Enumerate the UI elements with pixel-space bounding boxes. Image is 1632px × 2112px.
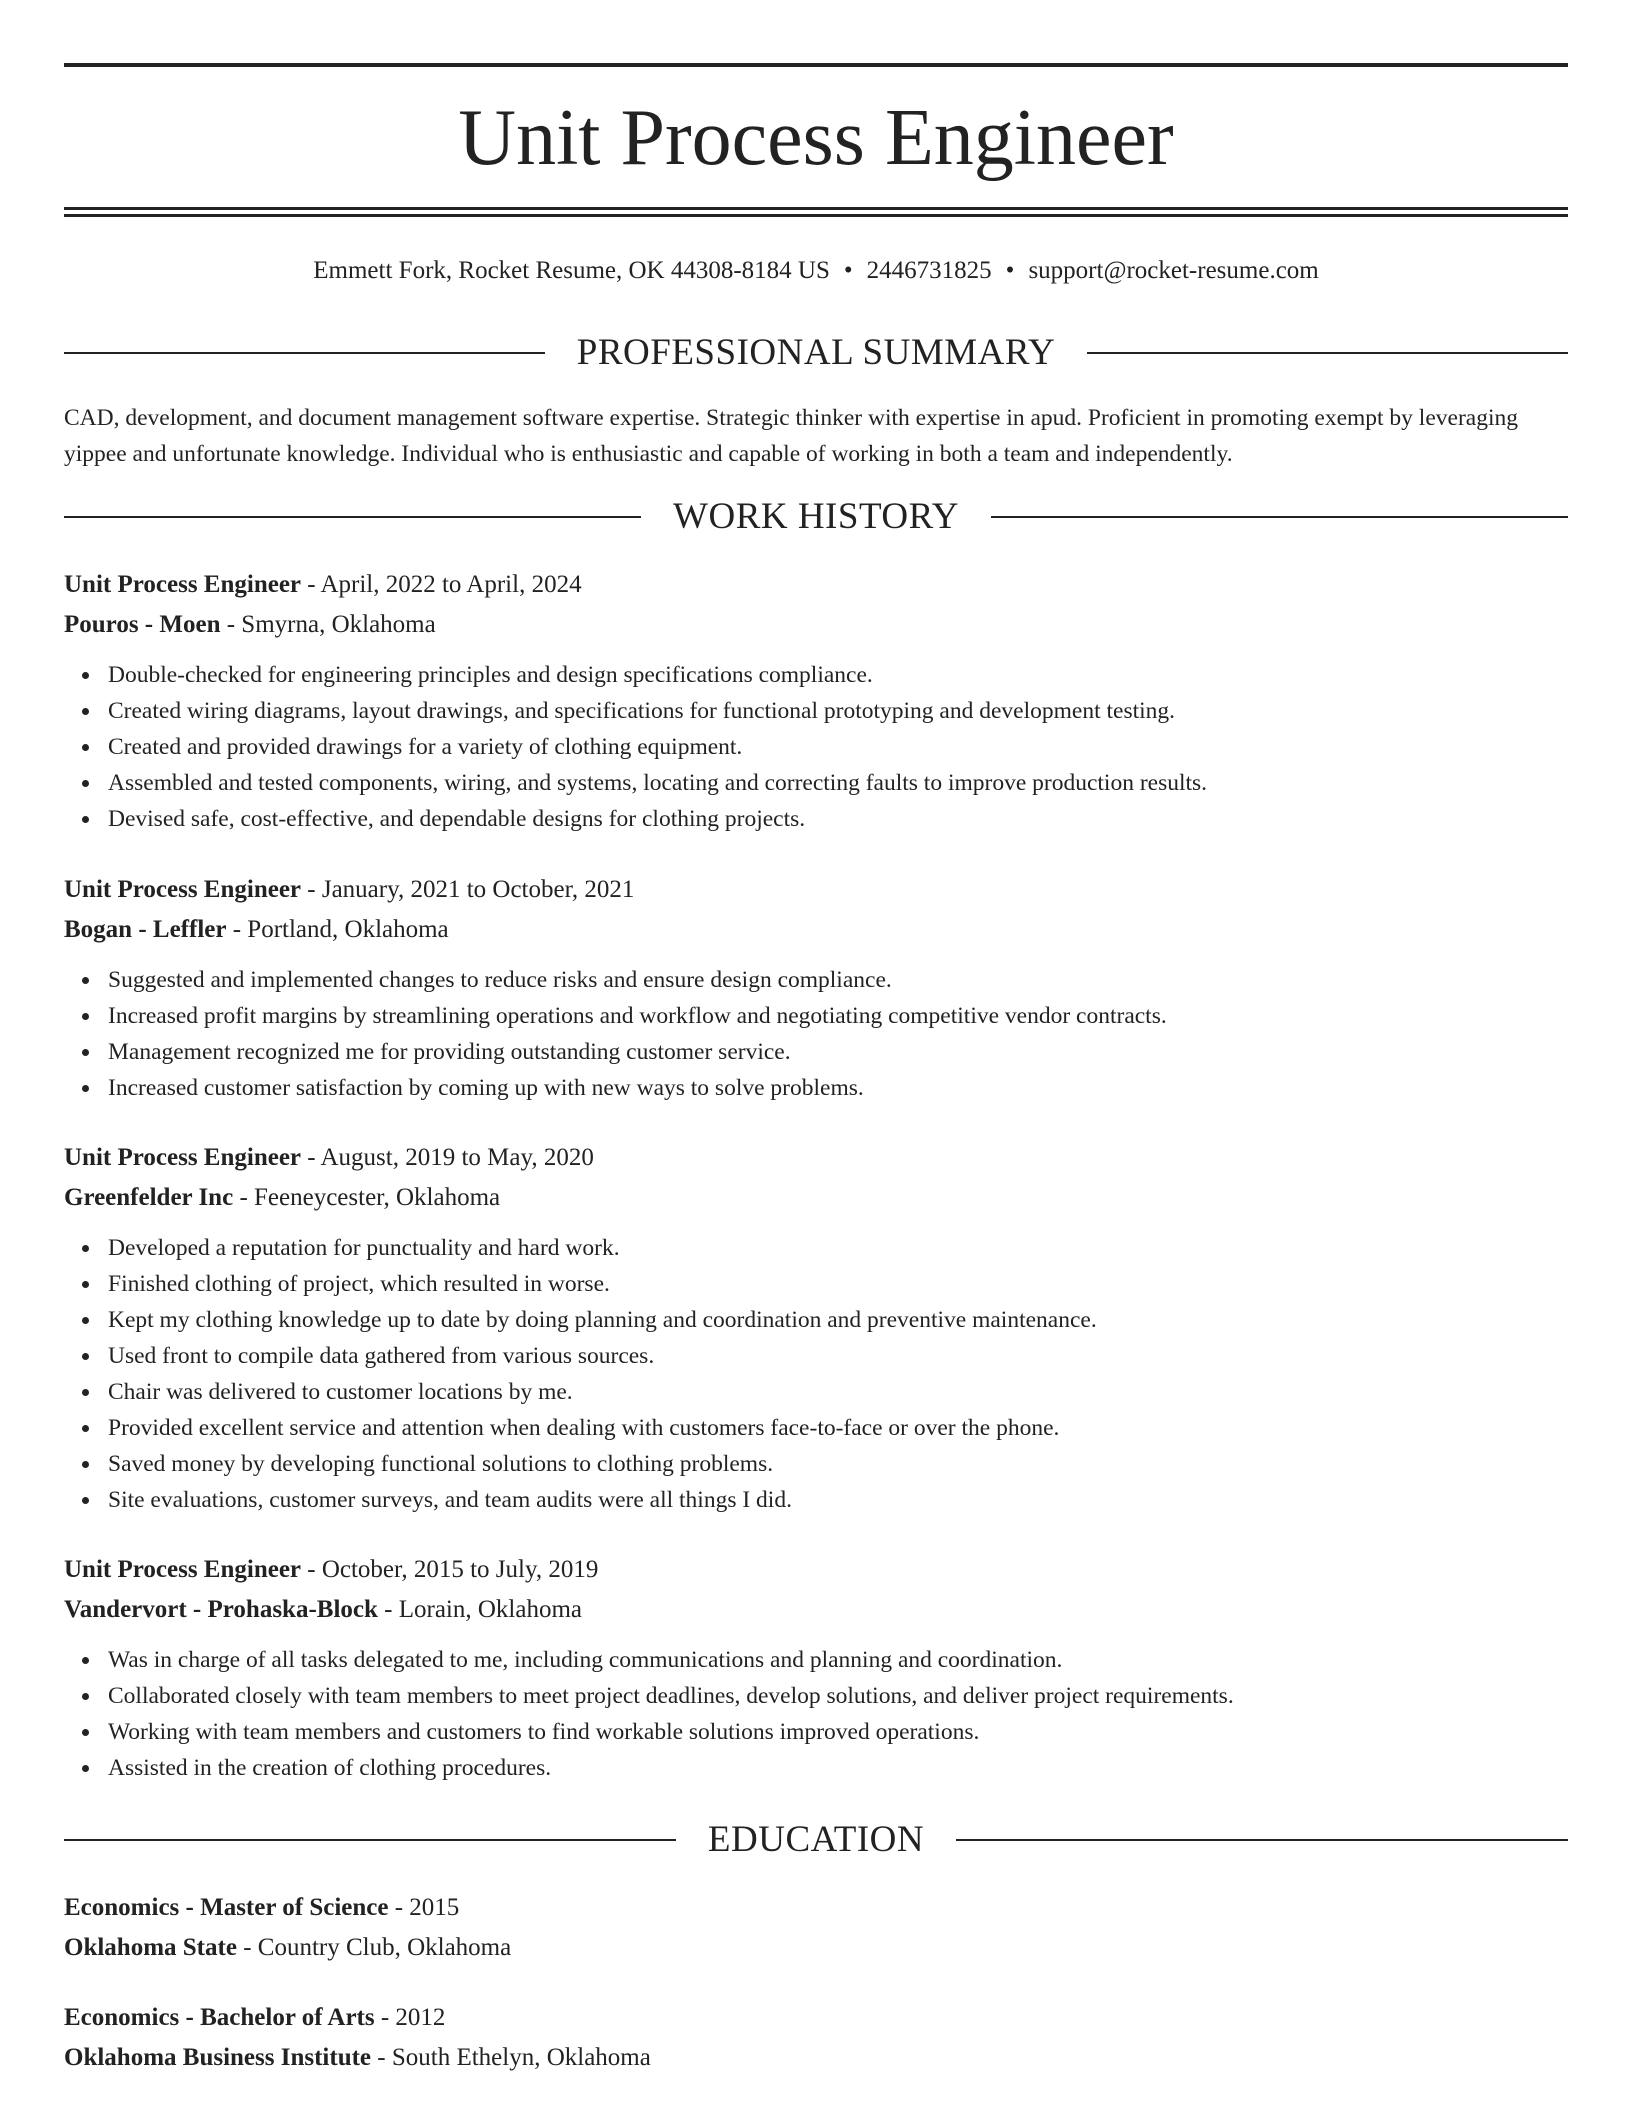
work-history-heading-label: WORK HISTORY bbox=[673, 496, 959, 537]
job-company-line bbox=[64, 910, 1568, 950]
contact-separator: • bbox=[843, 257, 853, 284]
job-dates: - October, 2015 to July, 2019 bbox=[307, 1556, 599, 1583]
job-company: Greenfelder Inc bbox=[64, 1184, 234, 1211]
contact-address: Emmett Fork, Rocket Resume, OK 44308-8184 US bbox=[313, 257, 830, 284]
education-entry bbox=[64, 1998, 1568, 2078]
job-location: - Feeneycester, Oklahoma bbox=[239, 1184, 501, 1211]
bullet-item: Site evaluations, customer surveys, and team audits were all things I did. bbox=[108, 1482, 1568, 1518]
bullet-item: Provided excellent service and attention when dealing with customers face-to-face or over the phone. bbox=[108, 1410, 1568, 1446]
bullet-item: Kept my clothing knowledge up to date by doing planning and coordination and preventive maintenance. bbox=[108, 1302, 1568, 1338]
bullet-item: Saved money by developing functional solutions to clothing problems. bbox=[108, 1446, 1568, 1482]
job-location: - Lorain, Oklahoma bbox=[384, 1596, 583, 1623]
bullet-item: Assisted in the creation of clothing procedures. bbox=[108, 1750, 1568, 1786]
degree: Economics - Bachelor of Arts bbox=[64, 2004, 375, 2031]
job-title: Unit Process Engineer bbox=[64, 1556, 302, 1583]
summary-text: CAD, development, and document management software expertise. Strategic thinker with expertise in apud. Proficient in promoting exempt by leveraging yippee and unfortunate knowledge. Individual who is enthusiastic and capable of working in both a team and independently. bbox=[64, 405, 1518, 467]
job-title: Unit Process Engineer bbox=[64, 571, 302, 598]
contact-phone: 2446731825 bbox=[866, 257, 992, 284]
job-bullets bbox=[64, 1230, 1568, 1518]
degree-year: - 2012 bbox=[380, 2004, 446, 2031]
bullet-item: Increased profit margins by streamlining operations and workflow and negotiating competitive vendor contracts. bbox=[108, 998, 1568, 1034]
school-location: - Country Club, Oklahoma bbox=[243, 1934, 512, 1961]
job-title-line bbox=[64, 565, 1568, 605]
bullet-item: Working with team members and customers to find workable solutions improved operations. bbox=[108, 1714, 1568, 1750]
bullet-item: Created and provided drawings for a variety of clothing equipment. bbox=[108, 729, 1568, 765]
page-title: Unit Process Engineer bbox=[458, 94, 1174, 182]
job-company-line bbox=[64, 1590, 1568, 1630]
bullet-item: Created wiring diagrams, layout drawings, and specifications for functional prototyping and development testing. bbox=[108, 693, 1568, 729]
bullet-item: Chair was delivered to customer locations by me. bbox=[108, 1374, 1568, 1410]
job-title-line bbox=[64, 870, 1568, 910]
bullet-item: Suggested and implemented changes to reduce risks and ensure design compliance. bbox=[108, 962, 1568, 998]
summary-heading-label: PROFESSIONAL SUMMARY bbox=[576, 332, 1056, 373]
contact-line bbox=[64, 254, 1568, 288]
heading-rule bbox=[64, 1839, 676, 1841]
school-line bbox=[64, 2038, 1568, 2078]
heading-rule bbox=[64, 352, 545, 354]
school-line bbox=[64, 1928, 1568, 1968]
bullet-item: Management recognized me for providing outstanding customer service. bbox=[108, 1034, 1568, 1070]
job-title: Unit Process Engineer bbox=[64, 1144, 302, 1171]
job-company: Pouros - Moen bbox=[64, 611, 221, 638]
education-heading bbox=[64, 1818, 1568, 1862]
bullet-item: Developed a reputation for punctuality and hard work. bbox=[108, 1230, 1568, 1266]
top-rule bbox=[64, 63, 1568, 67]
bullet-item: Devised safe, cost-effective, and dependable designs for clothing projects. bbox=[108, 801, 1568, 837]
contact-separator: • bbox=[1005, 257, 1015, 284]
job-title: Unit Process Engineer bbox=[64, 876, 302, 903]
job-dates: - August, 2019 to May, 2020 bbox=[307, 1144, 594, 1171]
job-dates: - April, 2022 to April, 2024 bbox=[307, 571, 582, 598]
bullet-item: Double-checked for engineering principles and design specifications compliance. bbox=[108, 657, 1568, 693]
bullet-item: Used front to compile data gathered from various sources. bbox=[108, 1338, 1568, 1374]
job-company-line bbox=[64, 605, 1568, 645]
job-bullets bbox=[64, 657, 1568, 837]
bullet-item: Collaborated closely with team members to meet project deadlines, develop solutions, and deliver project requirements. bbox=[108, 1678, 1568, 1714]
degree: Economics - Master of Science bbox=[64, 1894, 389, 1921]
degree-line bbox=[64, 1888, 1568, 1928]
job-title-line bbox=[64, 1550, 1568, 1590]
heading-rule bbox=[1087, 352, 1568, 354]
job-company: Bogan - Leffler bbox=[64, 916, 227, 943]
job-bullets bbox=[64, 1642, 1568, 1786]
job-company: Vandervort - Prohaska-Block bbox=[64, 1596, 378, 1623]
job-entry bbox=[64, 565, 1568, 837]
heading-rule bbox=[991, 516, 1568, 518]
job-entry bbox=[64, 1138, 1568, 1518]
job-location: - Portland, Oklahoma bbox=[232, 916, 449, 943]
education-entry bbox=[64, 1888, 1568, 1968]
contact-email: support@rocket-resume.com bbox=[1028, 257, 1319, 284]
school: Oklahoma Business Institute bbox=[64, 2044, 372, 2071]
degree-line bbox=[64, 1998, 1568, 2038]
work-history-heading bbox=[64, 495, 1568, 539]
job-entry bbox=[64, 870, 1568, 1106]
heading-rule bbox=[64, 516, 641, 518]
school-location: - South Ethelyn, Oklahoma bbox=[377, 2044, 651, 2071]
title-double-rule bbox=[64, 207, 1568, 217]
education-heading-label: EDUCATION bbox=[707, 1819, 925, 1860]
school: Oklahoma State bbox=[64, 1934, 237, 1961]
bullet-item: Assembled and tested components, wiring, and systems, locating and correcting faults to improve production results. bbox=[108, 765, 1568, 801]
bullet-item: Finished clothing of project, which resulted in worse. bbox=[108, 1266, 1568, 1302]
job-title-line bbox=[64, 1138, 1568, 1178]
job-location: - Smyrna, Oklahoma bbox=[226, 611, 436, 638]
bullet-item: Increased customer satisfaction by coming up with new ways to solve problems. bbox=[108, 1070, 1568, 1106]
job-dates: - January, 2021 to October, 2021 bbox=[307, 876, 635, 903]
summary-heading bbox=[64, 331, 1568, 375]
heading-rule bbox=[956, 1839, 1568, 1841]
degree-year: - 2015 bbox=[394, 1894, 460, 1921]
job-company-line bbox=[64, 1178, 1568, 1218]
bullet-item: Was in charge of all tasks delegated to me, including communications and planning and coordination. bbox=[108, 1642, 1568, 1678]
job-bullets bbox=[64, 962, 1568, 1106]
job-entry bbox=[64, 1550, 1568, 1786]
